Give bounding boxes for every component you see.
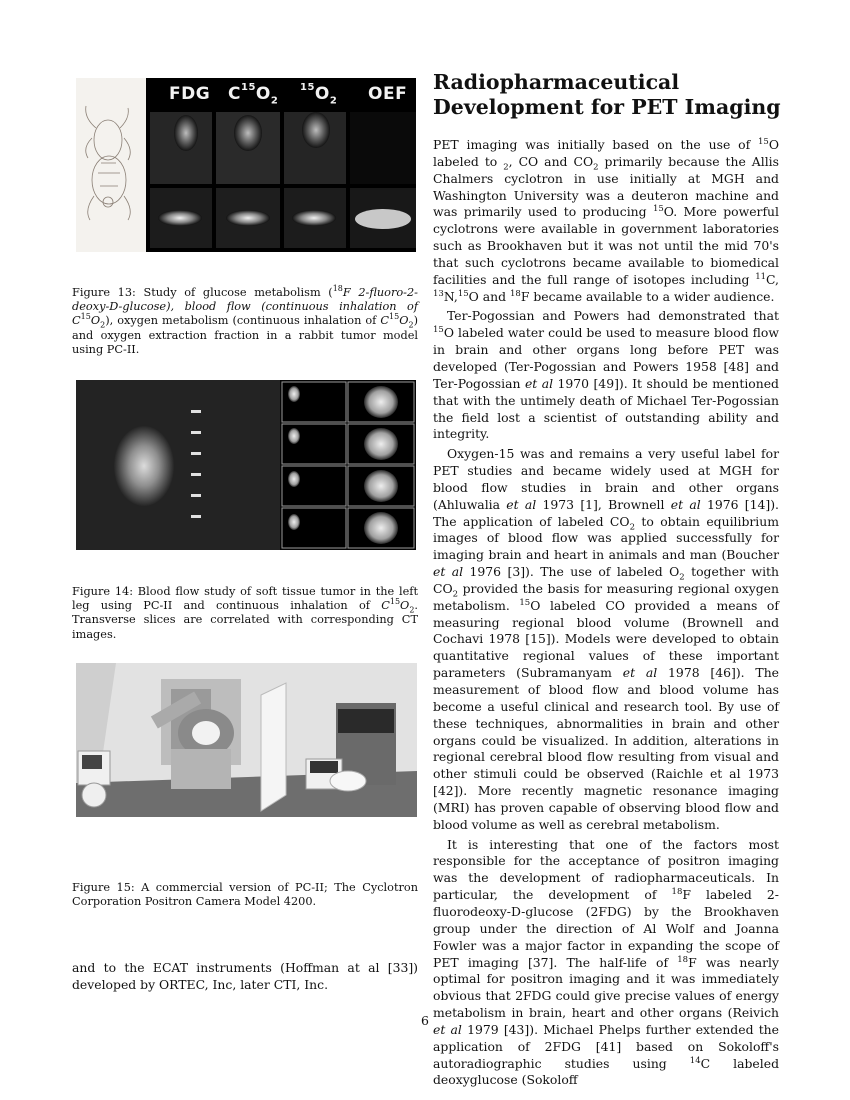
o2-label: $^{15}O_2$: [300, 82, 338, 107]
paragraph-3: Oxygen-15 was and remains a very useful label for PET studies and became widely used at MGH for blood flow studies in brain and other organs (Ahluwalia et al 1973 [1], Brownell et al 1976 [14]). The application of labeled $CO_2$ to obtain equilibrium images of blood flow was applied successfully for imaging brain and heart in animals and man (Boucher et al 1976 [3]). The use of labeled $O_2$ together with $CO_2$ provided the basis for measuring regional oxygen metabolism. $^{15}$O labeled CO provided a means of measuring regional blood volume (Brownell and Cochavi 1978 [15]). Models were developed to obtain quantitative regional values of these important parameters (Subramanyam et al 1978 [46]). The measurement of blood flow and blood volume has become a useful clinical and research tool. By use of these techniques, abnormalities in brain and other organs could be visualized. In addition, alterations in regional cerebral blood flow resulting from visual and other stimuli could be observed (Raichle et al 1973 [42]). More recently magnetic resonance imaging (MRI) has proven capable of observing blood flow and blood volume as well as cerebral metabolism.: [433, 446, 780, 832]
section-title: Radiopharmaceutical Development for PET Imaging: [433, 70, 781, 119]
oef-label: OEF: [368, 84, 408, 104]
figure-15-photo: [76, 663, 417, 817]
figure-15-caption: Figure 15: A commercial version of PC-II; The Cyclotron Corporation Positron Camera Model 4200.: [72, 881, 418, 909]
figure-13-image: [76, 78, 416, 252]
left-column-text: and to the ECAT instruments (Hoffman at al [33]) developed by ORTEC, Inc, later CTI, Inc.: [72, 960, 418, 992]
paragraph-2: Ter-Pogossian and Powers had demonstrated that $^{15}$O labeled water could be used to measure blood flow in brain and other organs long before PET was developed (Ter-Pogossian and Powers 1958 [48] and Ter-Pogossian et al 1970 [49]). It should be mentioned that with the untimely death of Michael Ter-Pogossian the field lost a scientist of outstanding ability and integrity.: [433, 308, 779, 442]
right-column-body: [433, 137, 779, 1092]
pc-ii-camera-photo: [76, 663, 417, 817]
page-number: 6: [421, 1013, 429, 1028]
co2-label: $C^{15}O_2$: [228, 82, 279, 107]
paragraph-1: PET imaging was initially based on the use of $^{15}$O labeled to $_2$, CO and $CO_2$ primarily because the Allis Chalmers cyclotron in use initially at MGH and Washington University was a deuteron machine and was primarily used to producing $^{15}$O. More powerful cyclotrons were available in government laboratories such as Brookhaven but it was not until the mid 70's that such cyclotrons became available to biomedical facilities and the full range of isotopes including $^{11}$C, $^{13}$N,$^{15}$O and $^{18}$F became available to a wider audience.: [433, 136, 779, 304]
figure-13-caption: Figure 13: Study of glucose metabolism ($^{18}$F 2-fluoro-2-deoxy-D-glucose), blood flow (continuous inhalation of $C^{15}O_2$), oxygen metabolism (continuous inhalation of $C^{15}O_2$) and oxygen extraction fraction in a rabbit tumor model using PC-II.: [72, 284, 418, 356]
fdg-label: FDG: [169, 84, 211, 104]
figure-14-caption: Figure 14: Blood flow study of soft tissue tumor in the left leg using PC-II and continuous inhalation of $C^{15}O_2$. Transverse slices are correlated with corresponding CT images.: [72, 585, 418, 641]
paragraph-4: It is interesting that one of the factors most responsible for the acceptance of positron imaging was the development of radiopharmaceuticals. In particular, the development of $^{18}$F labeled 2-fluorodeoxy-D-glucose (2FDG) by the Brookhaven group under the direction of Al Wolf and Joanna Fowler was a major factor in expanding the scope of PET imaging [37]. The half-life of $^{18}$F was nearly optimal for positron imaging and it was immediately obvious that 2FDG could give precise values of energy metabolism in brain, heart and other organs (Reivich et al 1979 [43]). Michael Phelps further extended the application of 2FDG [41] based on Sokoloff's autoradiographic studies using $^{14}$C labeled deoxyglucose (Sokoloff: [433, 836, 779, 1088]
figure-14-image: [76, 380, 416, 550]
blood-flow-scan: [76, 380, 416, 550]
